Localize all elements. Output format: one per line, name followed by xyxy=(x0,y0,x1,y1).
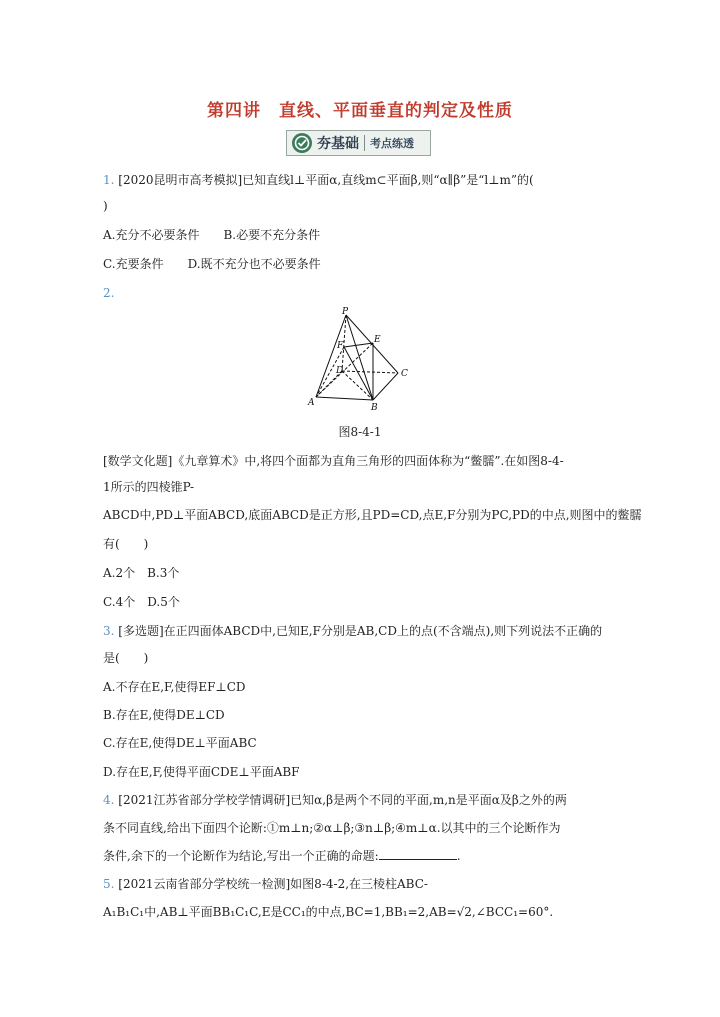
q1-options-cd: C.充要条件 D.既不充分也不必要条件 xyxy=(103,257,321,271)
q4-line-2: 条不同直线,给出下面四个论断:①m⊥n;②α⊥β;③n⊥β;④m⊥α.以其中的三个论断作为 xyxy=(103,821,561,835)
pyramid-figure xyxy=(300,305,420,415)
q3-option-b: B.存在E,使得DE⊥CD xyxy=(103,708,225,722)
q1-options-ab: A.充分不必要条件 B.必要不充分条件 xyxy=(103,228,321,242)
q3-stem xyxy=(103,623,602,639)
q1-text: [2020昆明市高考模拟]已知直线l⊥平面α,直线m⊂平面β,则“α∥β”是“l⊥m”的( xyxy=(118,173,534,187)
q2-line-4: 有( ) xyxy=(103,537,149,551)
label-a: A xyxy=(308,398,315,408)
q1-stem xyxy=(103,172,534,188)
q4-line-3-text: 条件,余下的一个论断作为结论,写出一个正确的命题: xyxy=(103,849,379,863)
badge-main-label: 夯基础 xyxy=(317,136,359,152)
figure-caption: 图8-4-1 xyxy=(338,425,382,439)
q4-stem xyxy=(103,792,567,808)
q4-text: [2021江苏省部分学校学情调研]已知α,β是两个不同的平面,m,n是平面α及β之外的两 xyxy=(118,793,567,807)
label-e: E xyxy=(374,335,381,345)
q2-options-ab: A.2个 B.3个 xyxy=(103,566,180,580)
q3-text: [多选题]在正四面体ABCD中,已知E,F分别是AB,CD上的点(不含端点),则下列说法不正确的 xyxy=(118,624,603,638)
label-b: B xyxy=(371,403,378,413)
label-c: C xyxy=(401,369,408,379)
target-check-icon xyxy=(291,132,313,154)
q2-line-1: [数学文化题]《九章算术》中,将四个面都为直角三角形的四面体称为“鳖臑”.在如图8-4- xyxy=(103,454,564,468)
q5-stem xyxy=(103,876,428,892)
q1-stem-cont: ) xyxy=(103,199,108,213)
badge-sub-label: 考点练透 xyxy=(370,137,414,150)
q2-line-3: ABCD中,PD⊥平面ABCD,底面ABCD是正方形,且PD=CD,点E,F分别为PC,PD的中点,则图中的鳖臑 xyxy=(103,508,642,522)
badge-divider xyxy=(364,135,365,151)
q5-text: [2021云南省部分学校统一检测]如图8-4-2,在三棱柱ABC- xyxy=(118,877,428,891)
answer-blank[interactable] xyxy=(379,848,457,860)
q3-option-a: A.不存在E,F,使得EF⊥CD xyxy=(103,680,246,694)
q3-number: 3. xyxy=(103,624,115,638)
page-title: 第四讲 直线、平面垂直的判定及性质 xyxy=(207,101,513,121)
q4-line-3-end: . xyxy=(456,849,461,863)
q5-line-2: A₁B₁C₁中,AB⊥平面BB₁C₁C,E是CC₁的中点,BC=1,BB₁=2,AB=√2,∠BCC₁=60°. xyxy=(103,905,554,919)
q2-line-2: 1所示的四棱锥P- xyxy=(103,480,195,494)
q2-number: 2. xyxy=(103,286,115,300)
q4-number: 4. xyxy=(103,793,115,807)
q3-option-d: D.存在E,F,使得平面CDE⊥平面ABF xyxy=(103,765,300,779)
label-f: F xyxy=(337,341,344,351)
q5-number: 5. xyxy=(103,877,115,891)
section-badge xyxy=(286,130,431,156)
q4-line-3 xyxy=(103,848,461,864)
q1-number: 1. xyxy=(103,173,115,187)
label-p: P xyxy=(342,307,349,317)
q3-option-c: C.存在E,使得DE⊥平面ABC xyxy=(103,736,257,750)
label-d: D xyxy=(336,366,344,376)
q3-stem-cont: 是( ) xyxy=(103,651,149,665)
q2-options-cd: C.4个 D.5个 xyxy=(103,595,180,609)
